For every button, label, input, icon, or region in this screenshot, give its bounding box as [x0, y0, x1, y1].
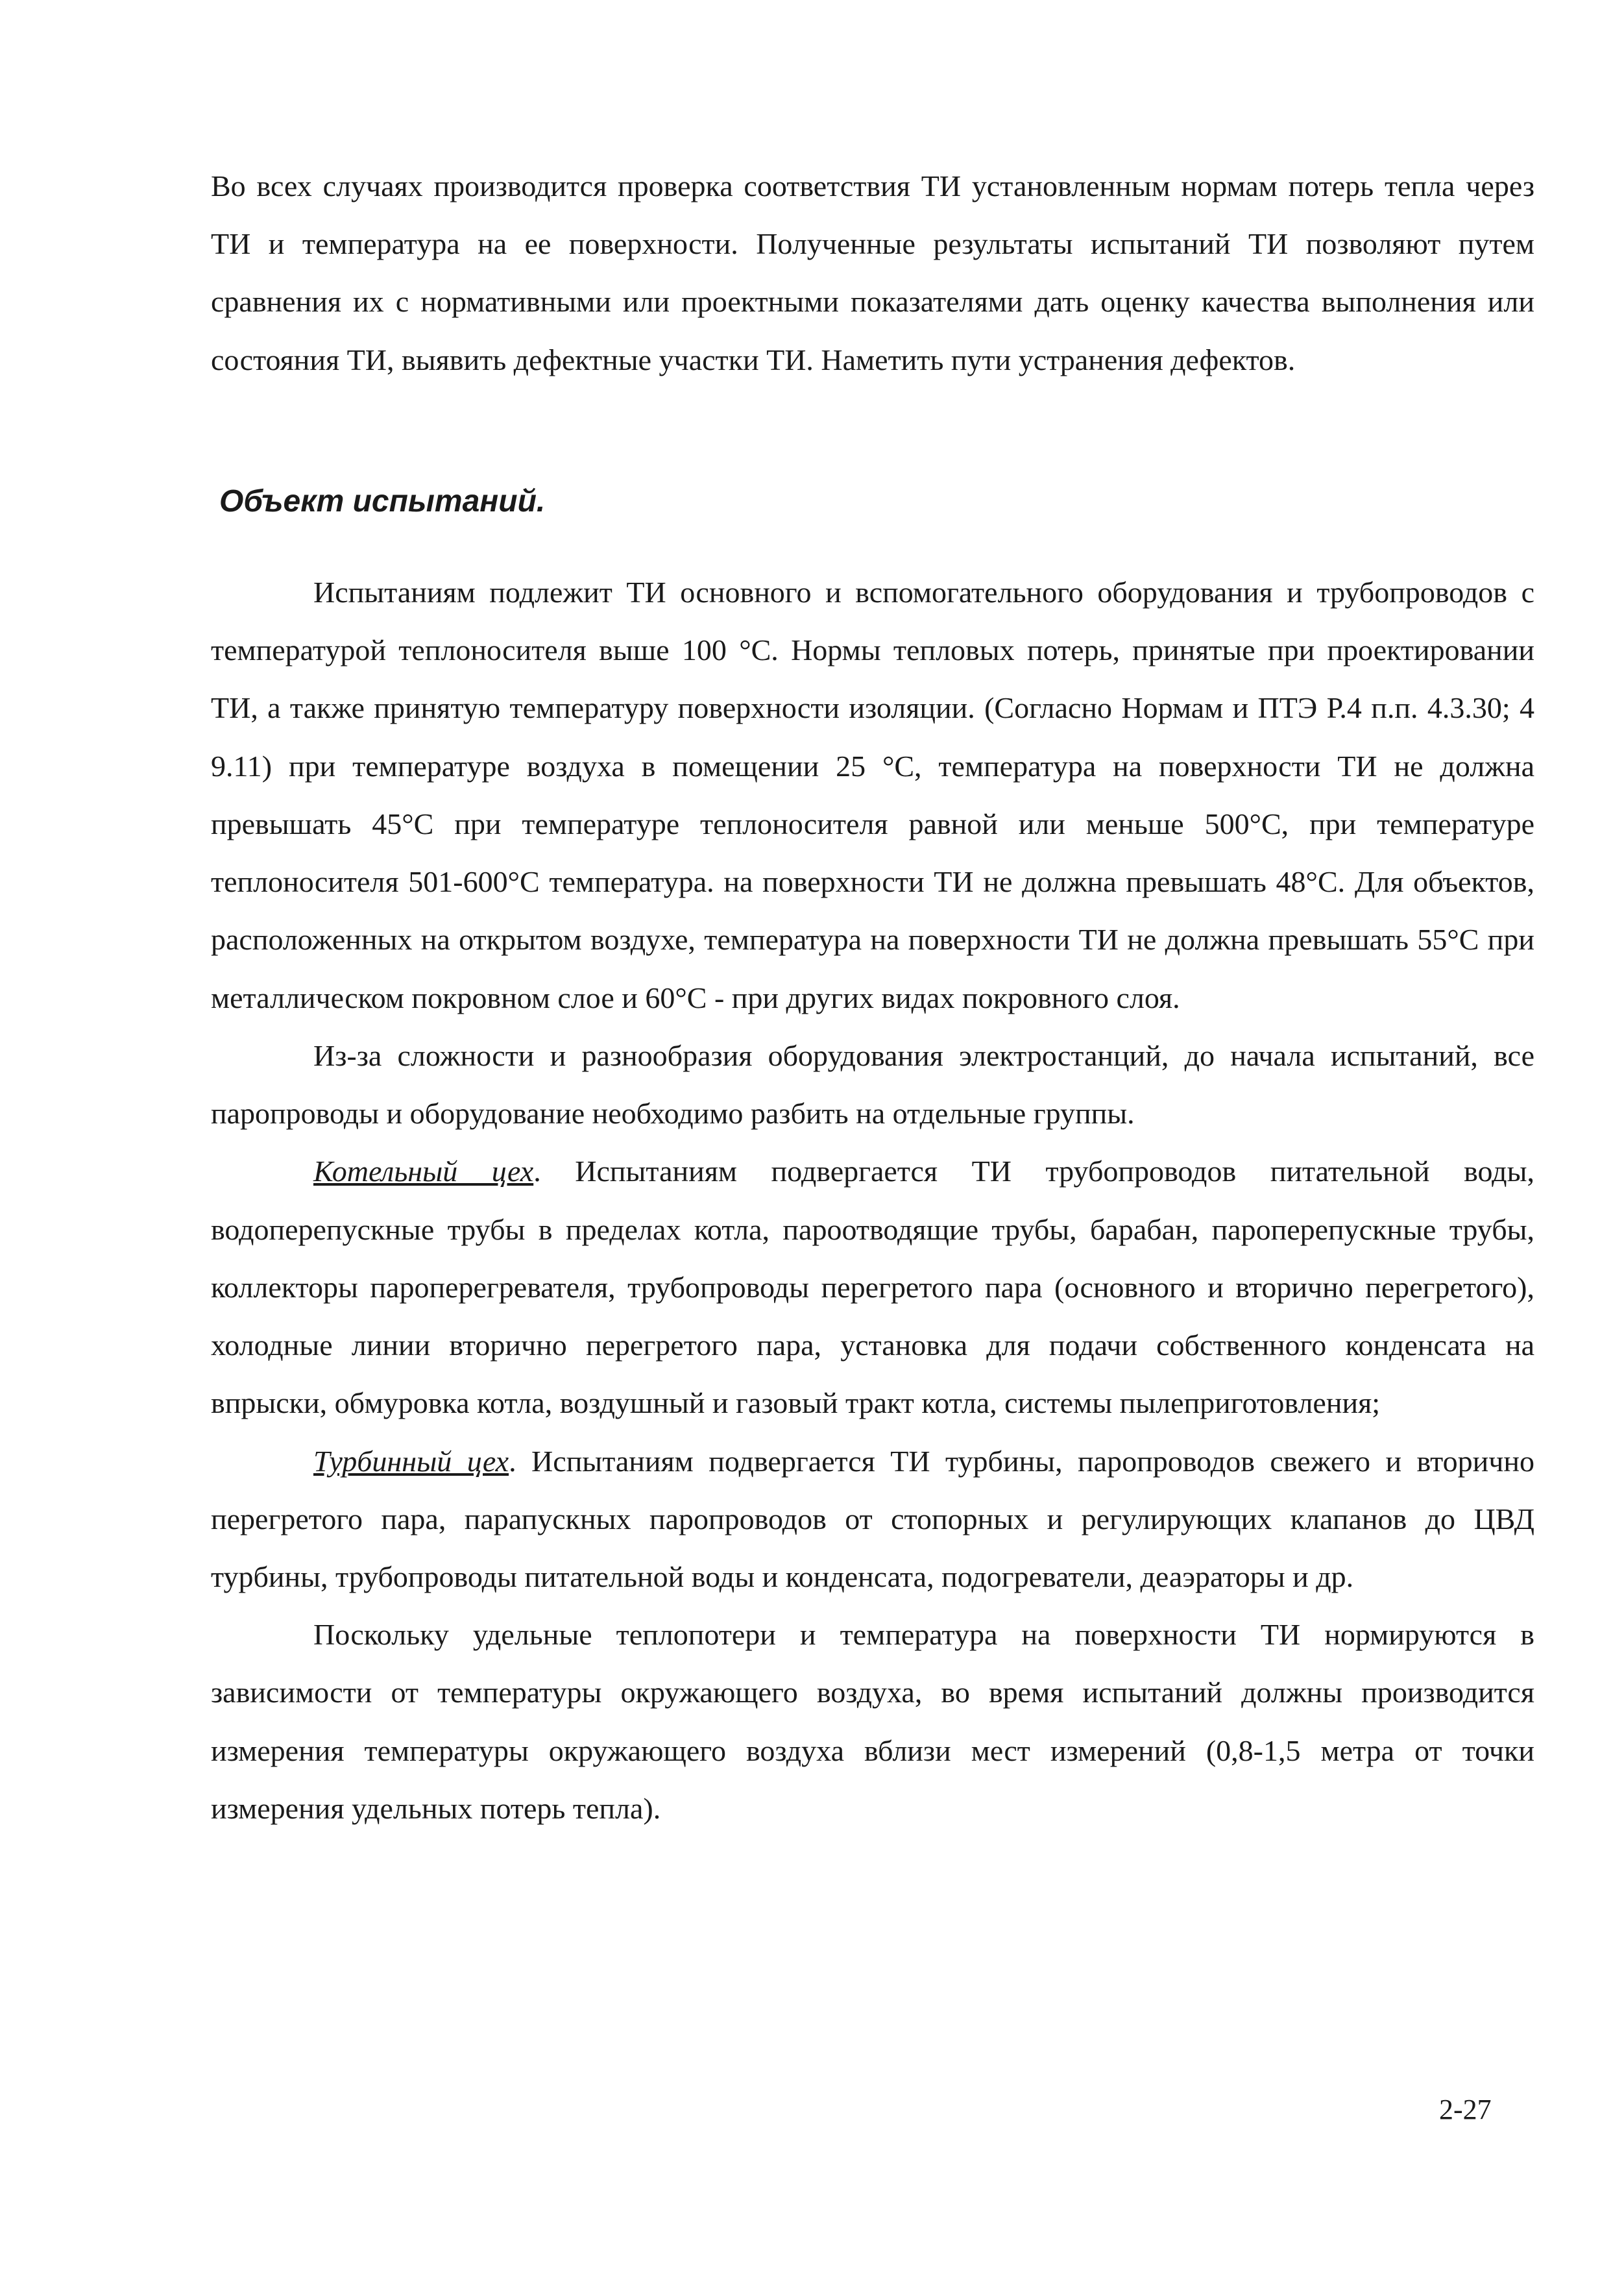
- section-heading: Объект испытаний.: [219, 484, 546, 519]
- paragraph-turbine-shop: [211, 1432, 1534, 1606]
- paragraph-boiler-shop: [211, 1142, 1534, 1432]
- paragraph-scope: Испытаниям подлежит ТИ основного и вспомогательного оборудования и трубопроводов с температурой теплоносителя выше 100 °С. Нормы тепловых потерь, принятые при проектировании ТИ, а также принятую температуру поверхности изоляции. (Согласно Нормам и ПТЭ Р.4 п.п. 4.3.30; 4 9.11) при температуре воздуха в помещении 25 °С, температура на поверхности ТИ не должна превышать 45°С при температуре теплоносителя равной или меньше 500°С, при температуре теплоносителя 501-600°С температура. на поверхности ТИ не должна превышать 48°С. Для объектов, расположенных на открытом воздухе, температура на поверхности ТИ не должна превышать 55°С при металлическом покровном слое и 60°С - при других видах покровного слоя.: [211, 576, 1534, 1014]
- intro-paragraph: Во всех случаях производится проверка соответствия ТИ установленным нормам потерь тепла через ТИ и температура на ее поверхности. Полученные результаты испытаний ТИ позволяют путем сравнения их с нормативными или проектными показателями дать оценку качества выполнения или состояния ТИ, выявить дефектные участки ТИ. Наметить пути устранения дефектов.: [211, 169, 1534, 376]
- page-number: 2-27: [1439, 2094, 1492, 2125]
- boiler-shop-label: Котельный цех: [313, 1155, 534, 1188]
- paragraph-measurement: Поскольку удельные теплопотери и температура на поверхности ТИ нормируются в зависимости от температуры окружающего воздуха, во время испытаний должны производится измерения температуры окружающего воздуха вблизи мест измерений (0,8-1,5 метра от точки измерения удельных потерь тепла).: [211, 1618, 1534, 1825]
- turbine-shop-label: Турбинный цех: [313, 1444, 509, 1478]
- paragraph-grouping: Из-за сложности и разнообразия оборудования электростанций, до начала испытаний, все паропроводы и оборудование необходимо разбить на отдельные группы.: [211, 1038, 1534, 1131]
- boiler-shop-text: . Испытаниям подвергается ТИ трубопроводов питательной воды, водоперепускные трубы в пределах котла, пароотводящие трубы, барабан, пароперепускные трубы, коллекторы пароперегревателя, трубопроводы перегретого пара (основного и вторично перегретого), холодные линии вторично перегретого пара, установка для подачи собственного конденсата на впрыски, обмуровка котла, воздушный и газовый тракт котла, системы пылеприготовления;: [211, 1155, 1534, 1420]
- section-body: [211, 563, 1534, 1837]
- turbine-shop-text: . Испытаниям подвергается ТИ турбины, паропроводов свежего и вторично перегретого пара, парапускных паропроводов от стопорных и регулирующих клапанов до ЦВД турбины, трубопроводы питательной воды и конденсата, подогреватели, деаэраторы и др.: [211, 1444, 1534, 1593]
